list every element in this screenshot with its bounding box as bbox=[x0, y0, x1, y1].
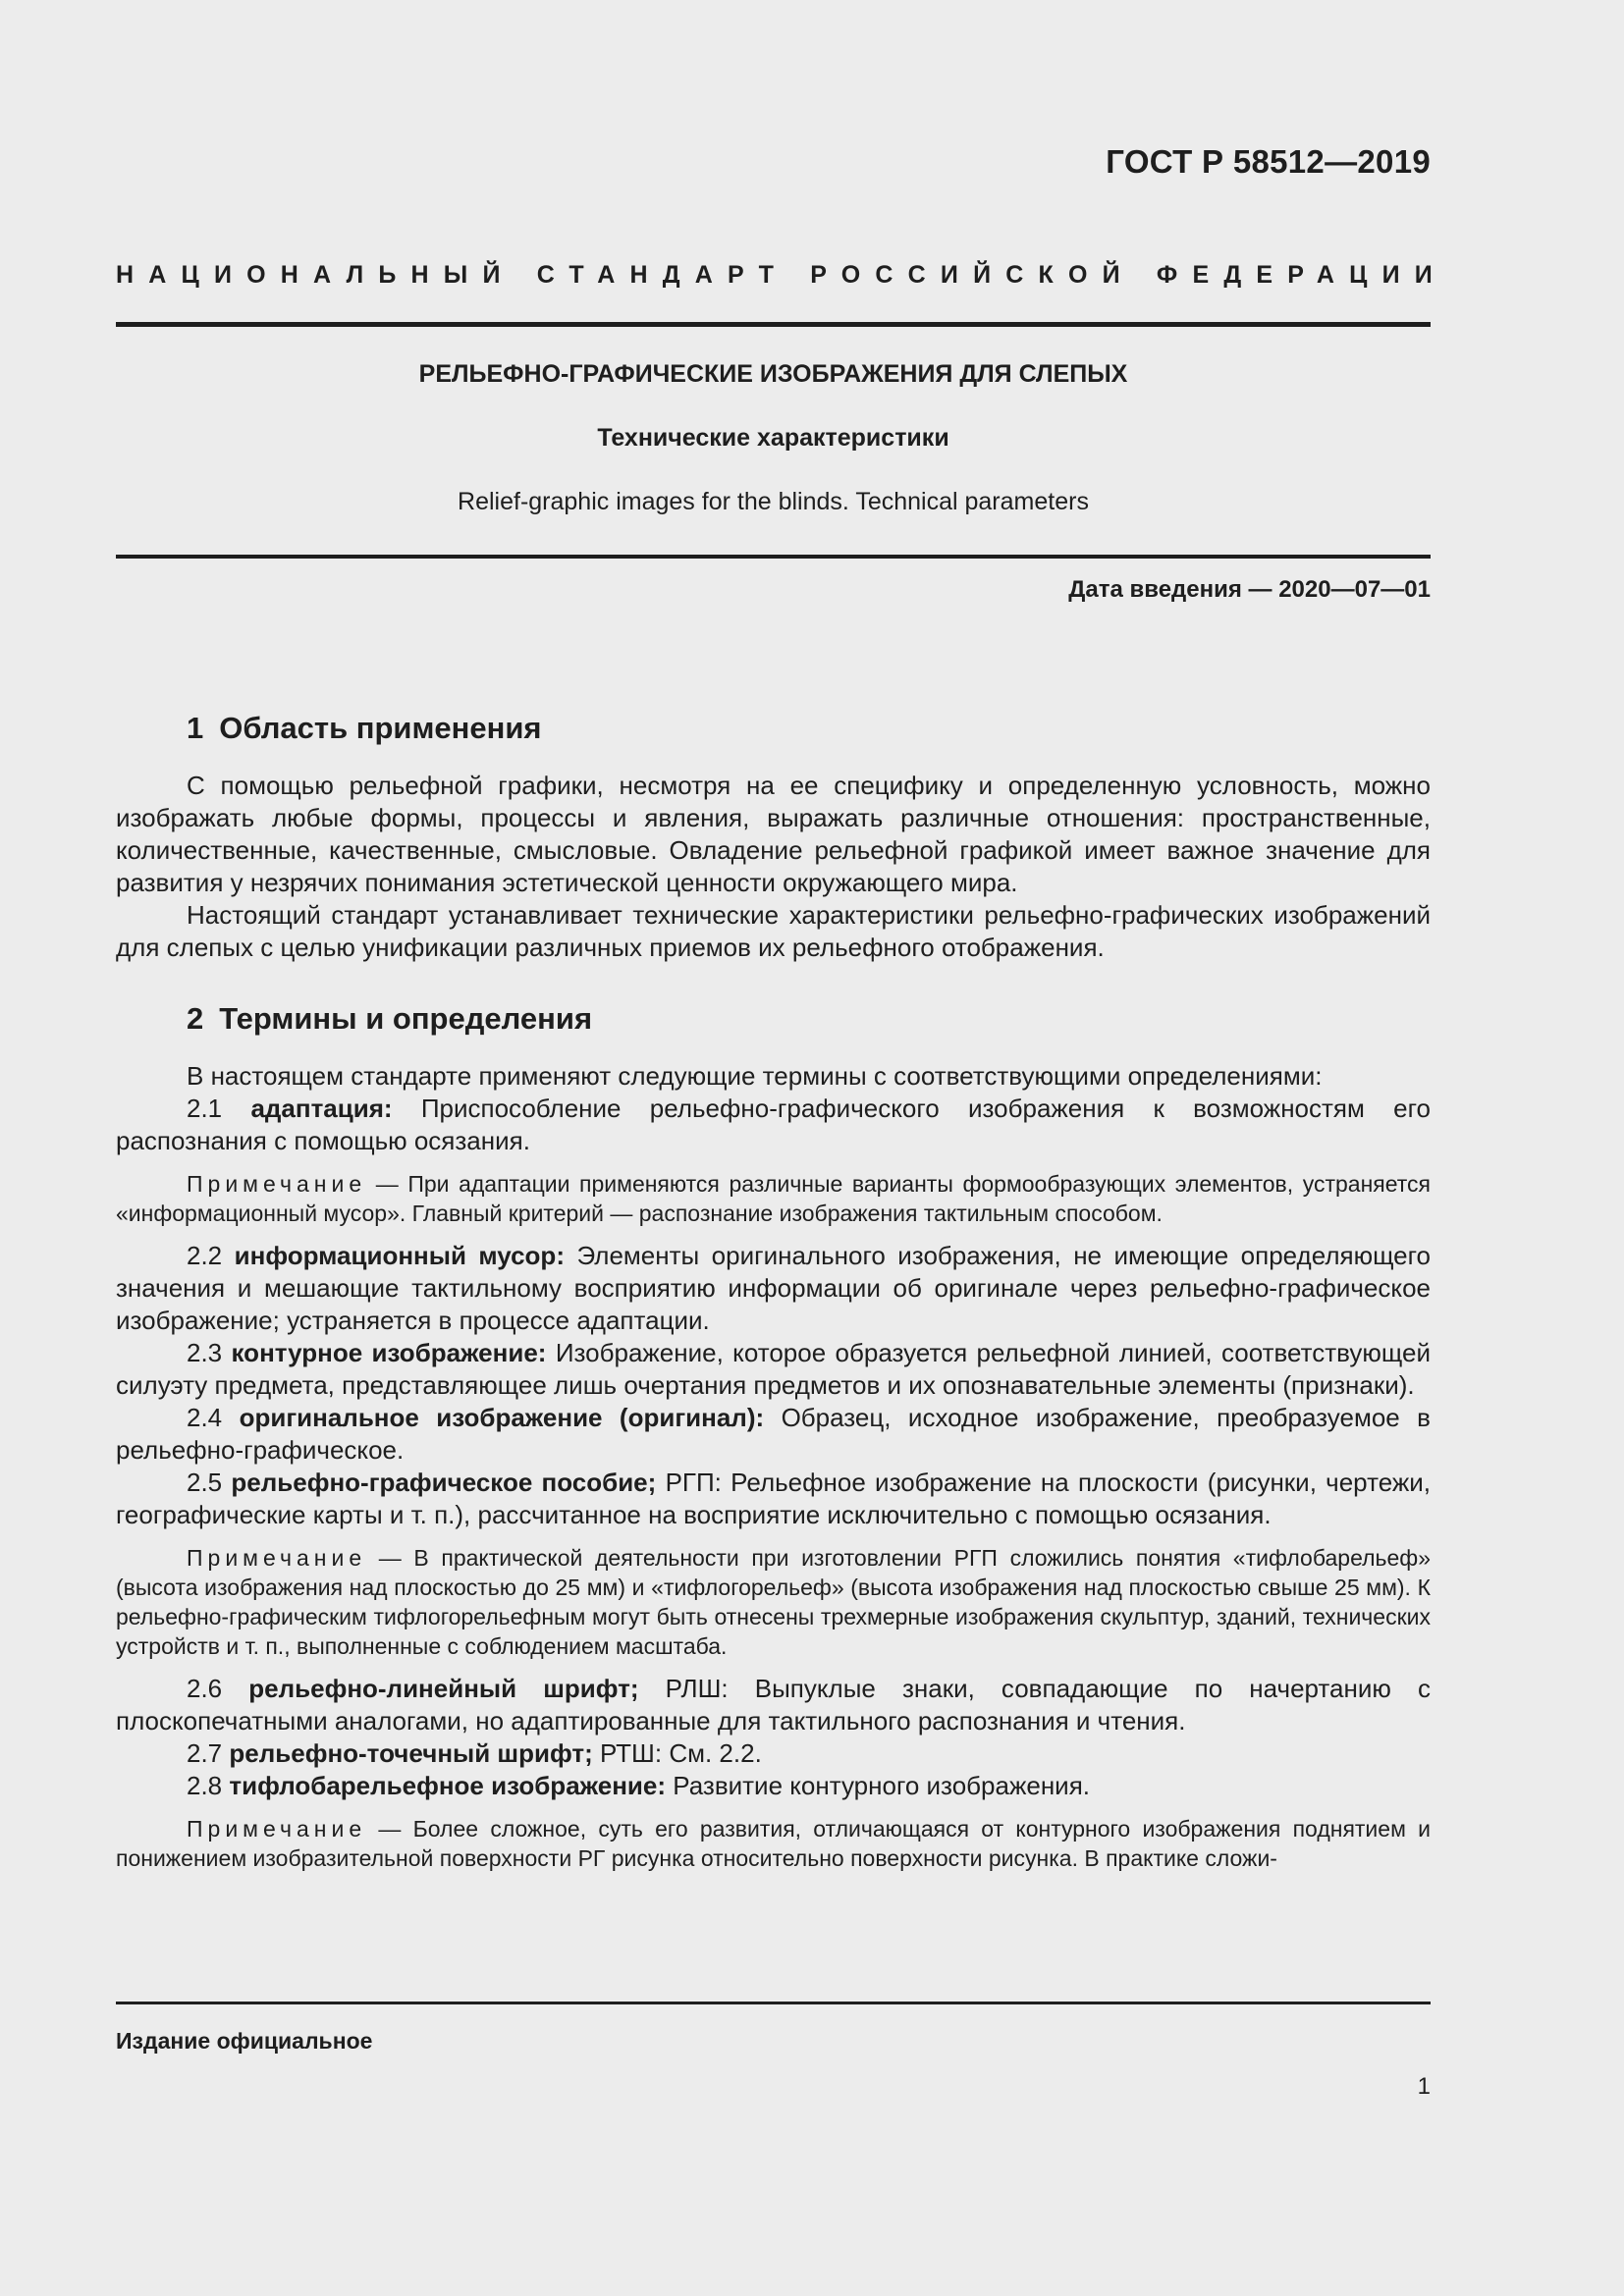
document-title: РЕЛЬЕФНО-ГРАФИЧЕСКИЕ ИЗОБРАЖЕНИЯ ДЛЯ СЛЕПЫХ bbox=[418, 360, 1128, 388]
doc-code: ГОСТ Р 58512—2019 bbox=[1106, 143, 1431, 180]
term-name: адаптация: bbox=[250, 1094, 393, 1123]
document-page bbox=[116, 0, 1447, 2296]
term-entry: 2.7 рельефно-точечный шрифт; РТШ: См. 2.2. bbox=[187, 1738, 762, 1768]
term-entry: 2.6 рельефно-линейный шрифт; РЛШ: Выпуклые знаки, совпадающие по начертанию с плоскопечатными аналогами, но адаптированные для тактильного распознания и чтения. bbox=[116, 1674, 1431, 1735]
section-1-heading: 1 Область применения bbox=[187, 711, 542, 745]
divider-footer bbox=[116, 2002, 1431, 2004]
official-edition-label: Издание официальное bbox=[116, 2028, 373, 2054]
term-entry: 2.5 рельефно-графическое пособие; РГП: Рельефное изображение на плоскости (рисунки, чертежи, географические карты и т. п.), рассчитанное на восприятие исключительно с помощью осязания. bbox=[116, 1468, 1431, 1529]
term-entry: 2.8 тифлобарельефное изображение: Развитие контурного изображения. bbox=[187, 1771, 1090, 1800]
section-1-paragraph: С помощью рельефной графики, несмотря на ее специфику и определенную условность, можно изображать любые формы, процессы и явления, выражать различные отношения: пространственные, количественные, качественные, смысловые. Овладение рельефной графикой имеет важное значение для развития у незрячих понимания эстетической ценности окружающего мира. bbox=[116, 771, 1431, 897]
document-body bbox=[116, 707, 1431, 1885]
term-name: рельефно-линейный шрифт; bbox=[248, 1674, 639, 1703]
term-name: рельефно-точечный шрифт; bbox=[229, 1738, 593, 1768]
document-subtitle: Технические характеристики bbox=[597, 424, 949, 452]
term-name: оригинальное изображение (оригинал): bbox=[239, 1403, 765, 1432]
term-name: контурное изображение: bbox=[231, 1338, 547, 1367]
term-name: тифлобарельефное изображение: bbox=[229, 1771, 667, 1800]
section-2-intro: В настоящем стандарте применяют следующие термины с соответствующими определениями: bbox=[187, 1061, 1323, 1091]
term-entry: 2.1 адаптация: Приспособление рельефно-графического изображения к возможностям его распознания с помощью осязания. bbox=[116, 1094, 1431, 1155]
term-name: рельефно-графическое пособие; bbox=[231, 1468, 657, 1497]
term-note: Примечание — Более сложное, суть его развития, отличающаяся от контурного изображения поднятием и понижением изобразительной поверхности РГ рисунка относительно поверхности рисунка. В практике сложи- bbox=[116, 1816, 1431, 1871]
introduction-date: Дата введения — 2020—07—01 bbox=[1068, 576, 1431, 603]
national-standard-banner: НАЦИОНАЛЬНЫЙ СТАНДАРТ РОССИЙСКОЙ ФЕДЕРАЦИИ bbox=[116, 261, 1447, 289]
term-entry: 2.3 контурное изображение: Изображение, которое образуется рельефной линией, соответствующей силуэту предмета, представляющее лишь очертания предметов и их опознавательные элементы (признаки). bbox=[116, 1338, 1431, 1400]
divider-top bbox=[116, 322, 1431, 327]
section-1-paragraph: Настоящий стандарт устанавливает технические характеристики рельефно-графических изображений для слепых с целью унификации различных приемов их рельефного отображения. bbox=[116, 900, 1431, 962]
page-number: 1 bbox=[1417, 2073, 1431, 2100]
section-2-heading: 2 Термины и определения bbox=[187, 1001, 593, 1036]
term-entry: 2.4 оригинальное изображение (оригинал): Образец, исходное изображение, преобразуемое в рельефно-графическое. bbox=[116, 1403, 1431, 1465]
term-name: информационный мусор: bbox=[234, 1241, 565, 1270]
term-note: Примечание — В практической деятельности при изготовлении РГП сложились понятия «тифлобарельеф» (высота изображения над плоскостью до 25 мм) и «тифлогорельеф» (высота изображения над плоскостью свыше 25 мм). К рельефно-графическим тифлогорельефным могут быть отнесены трехмерные изображения скульптур, зданий, технических устройств и т. п., выполненные с соблюдением масштаба. bbox=[116, 1545, 1432, 1659]
document-title-english: Relief-graphic images for the blinds. Technical parameters bbox=[458, 488, 1089, 515]
divider-title bbox=[116, 555, 1431, 559]
term-entry: 2.2 информационный мусор: Элементы оригинального изображения, не имеющие определяющего значения и мешающие тактильному восприятию информации об оригинале через рельефно-графическое изображение; устраняется в процессе адаптации. bbox=[116, 1241, 1432, 1335]
term-note: Примечание — При адаптации применяются различные варианты формообразующих элементов, устраняется «информационный мусор». Главный критерий — распознание изображения тактильным способом. bbox=[116, 1171, 1432, 1226]
